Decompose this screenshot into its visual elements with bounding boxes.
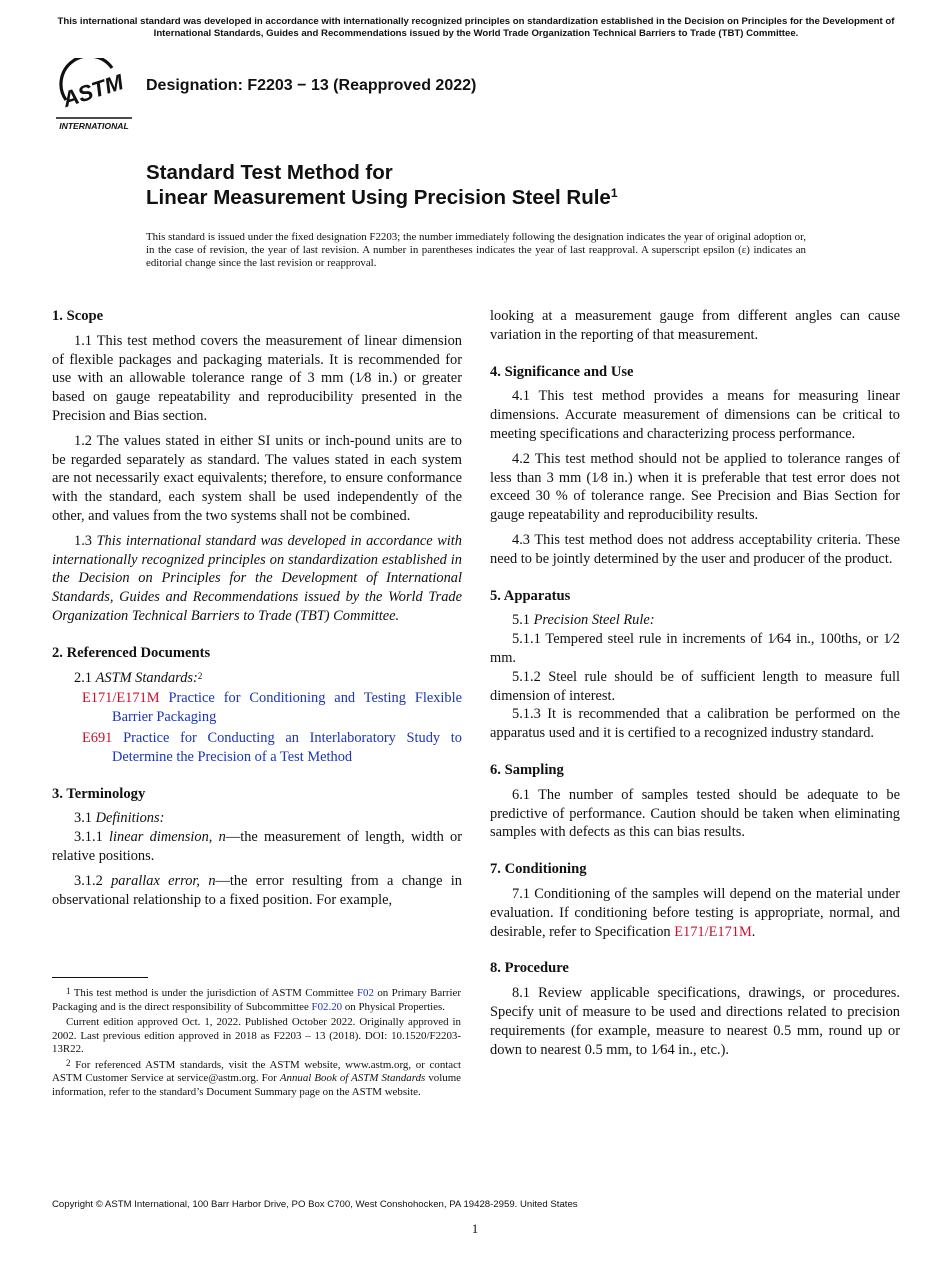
reference-e171-title[interactable]: Practice for Conditioning and Testing Flexible Barrier Packaging (112, 690, 462, 726)
para-2-1-text: ASTM Standards: (95, 669, 198, 686)
section-7-heading: 7. Conditioning (490, 861, 587, 878)
spec-e171-link[interactable]: E171/E171M (674, 923, 752, 940)
committee-f02-link[interactable]: F02 (357, 987, 374, 999)
footnote-1-text-a: This test method is under the jurisdiction of ASTM Committee (73, 987, 354, 999)
para-5-1-2: 5.1.2 Steel rule should be of sufficient length to measure full dimension of interest. (490, 668, 900, 704)
footnote-2 (52, 1059, 461, 1100)
para-5-1-num: 5.1 (512, 612, 530, 629)
reference-e691[interactable] (82, 729, 462, 767)
logo-subtext: INTERNATIONAL (59, 121, 129, 131)
footnote-edition: Current edition approved Oct. 1, 2022. Published October 2022. Originally approved in 2002. Last previous edition approved in 2018 as F2203 – 13 (2018). DOI: 10.1520/F2203-13R22. (52, 1016, 461, 1055)
section-6-heading: 6. Sampling (490, 761, 564, 778)
section-3-heading: 3. Terminology (52, 785, 146, 802)
section-5-heading: 5. Apparatus (490, 587, 571, 604)
para-3-1-2-continued: looking at a measurement gauge from different angles can cause variation in the reporting of that measurement. (490, 308, 900, 343)
title-footnote-mark: 1 (610, 186, 618, 200)
reference-e691-code[interactable]: E691 (82, 729, 113, 746)
section-8-heading: 8. Procedure (490, 960, 569, 977)
para-6-1: 6.1 The number of samples tested should be adequate to be predictive of performance. Caution should be taken when eliminating samples with defects as this can bias results. (490, 786, 900, 841)
para-3-1-1 (52, 828, 462, 866)
footnote-2-text-b: volume information, refer to the standard’s Document Summary page on the ASTM website. (52, 1072, 461, 1098)
footnotes (52, 987, 461, 1101)
para-5-1 (490, 611, 900, 630)
para-4-2: 4.2 This test method should not be applied to tolerance ranges of less than 3 mm (1⁄8 in.) when it is preferable that test error does not exceed 30 % of tolerance range. See Precision and Bias Section for gauge repeatability and reproducibility results. (490, 450, 900, 524)
para-3-1-1-num: 3.1.1 (74, 829, 103, 846)
para-3-1-1-text: —the measurement of length, width or relative positions. (52, 829, 462, 864)
para-3-1 (52, 809, 462, 828)
standards-notice: This international standard was developed in accordance with internationally recognized principles on standardization established in the Decision on Principles for the Development of International Standards, Guides and Recommendations issued by the World Trade Organization Technical Barriers to Trade (TBT) Committee. (57, 16, 895, 39)
para-3-1-2 (52, 872, 462, 910)
page-number: 1 (471, 1221, 479, 1236)
reference-e171-code[interactable]: E171/E171M (82, 690, 160, 707)
right-column (490, 307, 900, 1065)
issuance-note: This standard is issued under the fixed designation F2203; the number immediately following the designation indicates the year of original adoption or, in the case of revision, the year of last revision. A number in parentheses indicates the year of last reapproval. A superscript epsilon (ε) indicates an editorial change since the last revision or reapproval. (146, 231, 806, 270)
logo-text: ASTM (59, 69, 127, 113)
title-line-1: Standard Test Method for (146, 161, 393, 184)
para-1-1: 1.1 This test method covers the measurement of linear dimension of flexible packages and packaging materials. It is recommended for use with an allowable tolerance range of 3 mm (1⁄8 in.) or greater based on gauge repeatability and reproducibility presented in the Precision and Bias section. (52, 332, 462, 424)
para-1-3-text: This international standard was developed in accordance with internationally recognized principles on standardization established in the Decision on Principles for the Development of International Standards, Guides and Recommendations issued by the World Trade Organization Technical Barriers to Trade (TBT) Committee. (52, 532, 462, 624)
para-5-1-text: Precision Steel Rule: (533, 612, 655, 629)
footnote-2-mark-bottom: 2 (66, 1057, 71, 1068)
title-line-2-text: Linear Measurement Using Precision Steel Rule (146, 186, 611, 209)
footnote-divider (52, 977, 148, 978)
term-linear-dimension: linear dimension, n (109, 829, 226, 846)
para-2-1 (52, 669, 462, 688)
footnote-1 (52, 987, 461, 1014)
footnote-2-text-a: For referenced ASTM standards, visit the ASTM website, www.astm.org, or contact ASTM Customer Service at service@astm.org. For (52, 1058, 461, 1084)
para-7-1-text: 7.1 Conditioning of the samples will depend on the material under evaluation. If conditioning before testing is appropriate, normal, and desirable, refer to Specification (490, 885, 900, 940)
reference-e171[interactable] (82, 689, 462, 727)
para-2-1-num: 2.1 (74, 669, 92, 686)
para-1-2: 1.2 The values stated in either SI units or inch-pound units are to be regarded separately as standard. The values stated in each system are not necessarily exact equivalents; therefore, to ensure conformance with the standard, each system shall be used independently of the other, and values from the two systems shall not be combined. (52, 432, 462, 524)
para-1-3 (52, 532, 462, 626)
para-4-1: 4.1 This test method provides a means for measuring linear dimensions. Accurate measurement of dimensions can be critical to meeting specifications and characterizing process performance. (490, 388, 900, 442)
para-7-1-end: . (751, 923, 756, 940)
para-8-1: 8.1 Review applicable specifications, drawings, or procedures. Specify unit of measure to be used and directions related to precision requirements (for example, measure to nearest 0.5 mm, round up or down to nearest 0.5 mm, to 1⁄64 in., etc.). (490, 985, 900, 1058)
section-1-heading: 1. Scope (52, 308, 104, 324)
para-1-3-num: 1.3 (74, 532, 92, 549)
left-column (52, 307, 462, 915)
term-parallax-error: parallax error, n (111, 872, 216, 889)
section-2-heading: 2. Referenced Documents (52, 644, 211, 661)
footnote-1-text-c: on Physical Properties. (344, 1000, 445, 1013)
copyright-notice: Copyright © ASTM International, 100 Barr Harbor Drive, PO Box C700, West Conshohocken, PA 19428-2959. United States (52, 1199, 578, 1210)
para-3-1-2-num: 3.1.2 (74, 872, 103, 889)
footnote-1-mark: 1 (66, 986, 71, 996)
document-title (146, 160, 618, 210)
para-3-1-2-text: —the error resulting from a change in observational relationship to a fixed position. For example, (52, 872, 462, 908)
reference-e691-title[interactable]: Practice for Conducting an Interlaboratory Study to Determine the Precision of a Test Method (112, 729, 462, 765)
para-5-1-1: 5.1.1 Tempered steel rule in increments of 1⁄64 in., 100ths, or 1⁄2 mm. (490, 631, 900, 666)
para-5-1-3: 5.1.3 It is recommended that a calibration be performed on the apparatus used and it is certified to a recognized industry standard. (490, 706, 900, 742)
subcommittee-f0220-link[interactable]: F02.20 (311, 1000, 343, 1013)
title-line-2 (146, 185, 618, 210)
footnote-1-text-b: on Primary Barrier Packaging and is the direct responsibility of Subcommittee (52, 987, 461, 1013)
footnote-2-italic: Annual Book of ASTM Standards (279, 1072, 426, 1084)
para-3-1-text: Definitions: (95, 810, 165, 827)
designation: Designation: F2203 − 13 (Reapproved 2022) (146, 77, 477, 94)
section-4-heading: 4. Significance and Use (490, 363, 634, 380)
para-7-1 (490, 885, 900, 941)
para-3-1-num: 3.1 (74, 810, 92, 827)
para-4-3: 4.3 This test method does not address acceptability criteria. These need to be jointly determined by the user and producer of the product. (490, 531, 900, 567)
astm-logo (54, 58, 134, 132)
footnote-2-mark: 2 (197, 670, 203, 681)
